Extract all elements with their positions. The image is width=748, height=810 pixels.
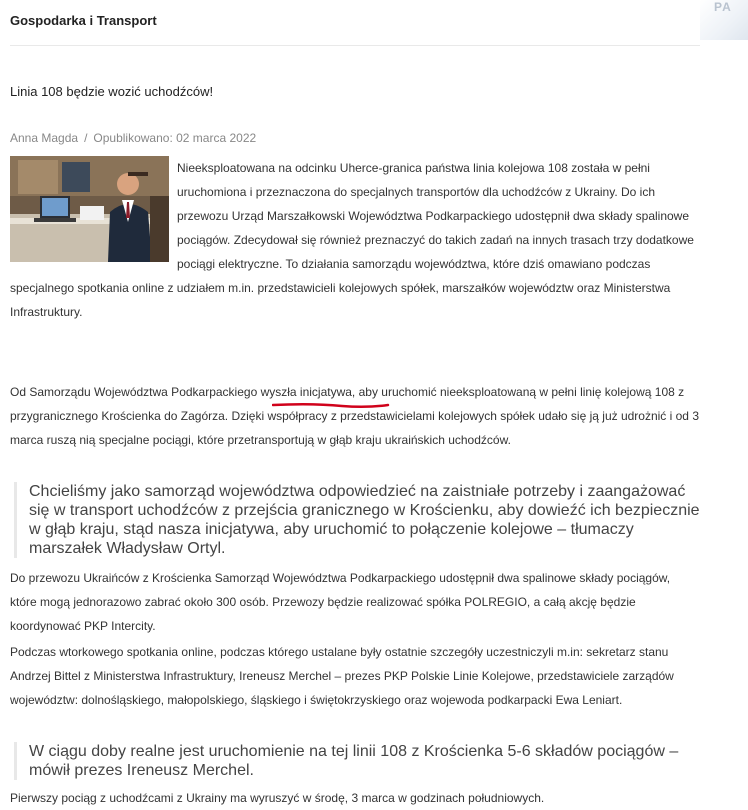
author-name: Anna Magda	[10, 131, 79, 145]
publish-date: Opublikowano: 02 marca 2022	[93, 131, 257, 145]
meta-separator: /	[84, 131, 88, 145]
corner-decoration	[700, 0, 748, 40]
paragraph-meeting: Podczas wtorkowego spotkania online, podczas którego ustalane były ostatnie szczegóły uczestniczyli m.in: sekretarz stanu Andrzej Bittel z Ministerstwa Infrastruktury, Ireneusz Merchel – prezes PKP Polskie Linie Kolejowe, przedstawiciele zarządów województw: dolnośląskiego, małopolskiego, śląskiego i świętokrzyskiego oraz wojewoda podkarpacki Ewa Leniart.	[10, 645, 674, 707]
corner-text: PA	[714, 0, 732, 14]
category-heading[interactable]: Gospodarka i Transport	[10, 13, 157, 28]
paragraph-initiative: Od Samorządu Województwa Podkarpackiego wyszła inicjatywa, aby uruchomić nieeksploatowaną w pełni linię kolejową 108 z przygranicznego Krościenka do Zagórza. Dzięki współpracy z przedstawicielami kolejowych spółek udało się ją już udrożnić i od 3 marca ruszą nią specjalne pociągi, które przetransportują w głąb kraju ukraińskich uchodźców.	[10, 385, 699, 447]
article-meta	[10, 131, 256, 145]
paragraph-first-train: Pierwszy pociąg z uchodźcami z Ukrainy ma wyruszyć w środę, 3 marca w godzinach południowych.	[10, 791, 545, 805]
article-title[interactable]: Linia 108 będzie wozić uchodźców!	[10, 84, 214, 99]
paragraph-transport: Do przewozu Ukraińców z Krościenka Samorząd Województwa Podkarpackiego udostępnił dwa spalinowe składy pociągów, które mogą jednorazowo zabrać około 300 osób. Przewozy będzie realizować spółka POLREGIO, a całą akcję będzie koordynować PKP Intercity.	[10, 571, 671, 633]
lead-paragraph: Nieeksploatowana na odcinku Uherce-granica państwa linia kolejowa 108 została w pełni uruchomiona i przeznaczona do specjalnych transportów dla uchodźców z Ukrainy. Do ich przewozu Urząd Marszałkowski Województwa Podkarpackiego udostępnił dwa składy spalinowe pociągów. Zdecydował się również preznaczyć do takich zadań na innych trasach trzy dodatkowe pociągi elektryczne. To działania samorządu województwa, które dziś omawiano podczas specjalnego spotkania online z udziałem m.in. przedstawicieli kolejowych spółek, marszałków województw oraz Ministerstwa Infrastruktury.	[10, 161, 694, 319]
red-underline-annotation	[272, 401, 390, 411]
quote-president: W ciągu doby realne jest uruchomienie na tej linii 108 z Krościenka 5-6 składów pociągów – mówił prezes Ireneusz Merchel.	[14, 742, 700, 780]
header-divider	[10, 45, 700, 46]
quote-marshal: Chcieliśmy jako samorząd województwa odpowiedzieć na zaistniałe potrzeby i zaangażować się w transport uchodźców z przejścia granicznego w Krościenku, aby dowieźć ich bezpiecznie w głąb kraju, stąd nasza inicjatywa, aby uruchomić to połączenie kolejowe – tłumaczy marszałek Władysław Ortyl.	[14, 482, 700, 558]
